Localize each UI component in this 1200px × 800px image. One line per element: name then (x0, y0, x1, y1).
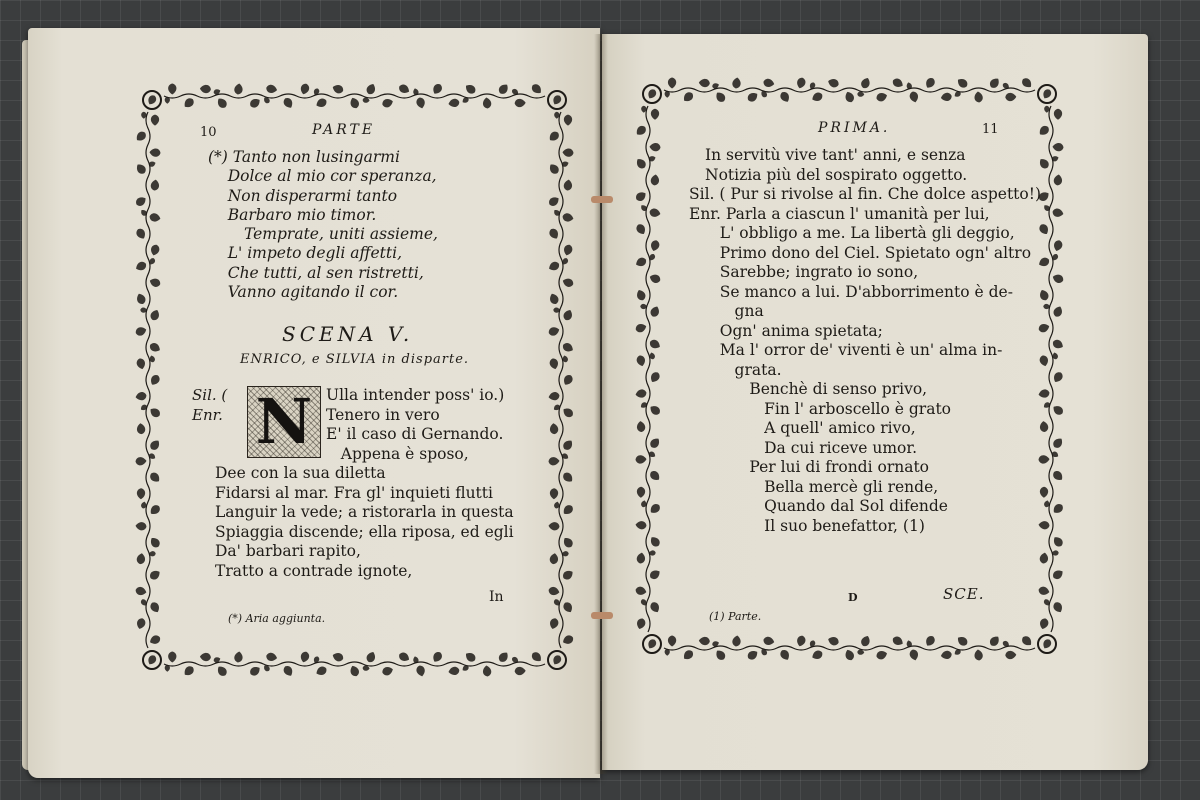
dialogue-line: Sil. ( Pur si rivolse al fin. Che dolce aspetto!) (689, 185, 1042, 203)
catchword: SCE. (943, 585, 985, 603)
dialogue-block (215, 464, 514, 581)
verse-line: Vanno agitando il cor. (208, 283, 399, 302)
dialogue-line: A quell' amico rivo, (705, 419, 916, 437)
dialogue-line: gna (705, 302, 764, 320)
verse-line: (*) Tanto non lusingarmi (208, 148, 400, 166)
dialogue-line: Benchè di senso privo, (705, 380, 928, 398)
signature-mark: D (848, 591, 858, 604)
aria-verse (208, 148, 438, 302)
dialogue-line: Fin l' arboscello è grato (705, 399, 952, 418)
dialogue-line: Languir la vede; a ristorarla in questa (215, 503, 514, 521)
dialogue-line: Se manco a lui. D'abborrimento è de- (705, 282, 1013, 301)
verse-line: Dolce al mio cor speranza, (208, 167, 437, 186)
verse-line: Barbaro mio timor. (208, 205, 377, 224)
dialogue-line: E' il caso di Gernando. (326, 425, 504, 443)
ornamental-drop-cap (247, 386, 321, 458)
dialogue-line: In servitù vive tant' anni, e senza (705, 146, 966, 164)
dialogue-line: Primo dono del Ciel. Spietato ogn' altro (705, 243, 1032, 262)
verse-line: Che tutti, al sen ristretti, (208, 263, 424, 282)
dialogue-line: L' obbligo a me. La libertà gli deggio, (705, 224, 1015, 242)
verse-line: Temprate, uniti assieme, (244, 225, 438, 244)
dialogue-line: Notizia più del sospirato oggetto. (705, 165, 968, 184)
dialogue-line: Ogn' anima spietata; (705, 321, 883, 340)
dialogue-line: Appena è sposo, (326, 444, 469, 463)
dialogue-line: Sarebbe; ingrato io sono, (705, 263, 919, 281)
dialogue-line: Quando dal Sol difende (705, 497, 948, 515)
running-head: PARTE (312, 122, 376, 138)
scene-heading: SCENA V. (282, 322, 414, 346)
dialogue-line: Ulla intender poss' io.) (326, 386, 505, 404)
dialogue-line: Da cui riceve umor. (705, 438, 917, 457)
dialogue-line: Tenero in vero (326, 405, 440, 424)
verse-line: Non disperarmi tanto (208, 186, 398, 205)
footnote: (*) Aria aggiunta. (228, 612, 326, 625)
dialogue-line: Da' barbari rapito, (215, 542, 361, 560)
drop-cap-letter: N (255, 385, 313, 458)
book-gutter (594, 34, 608, 774)
dialogue-line: Dee con la sua diletta (215, 464, 386, 482)
dialogue-line: grata. (705, 360, 782, 379)
dialogue-line: Bella mercè gli rende, (705, 477, 939, 496)
dialogue-line: Spiaggia discende; ella riposa, ed egli (215, 522, 514, 541)
dialogue-line: Ma l' orror de' viventi è un' alma in- (705, 341, 1003, 359)
dialogue-line: Per lui di frondi ornato (705, 458, 930, 476)
dialogue-block (689, 146, 1042, 536)
dialogue-block (326, 386, 504, 464)
page-number: 11 (982, 122, 999, 137)
running-head: PRIMA. (818, 120, 891, 136)
dialogue-line: Enr. Parla a ciascun l' umanità per lui, (689, 204, 990, 223)
speaker-silvia: Sil. ( (192, 386, 228, 404)
catchword: In (489, 589, 504, 605)
page-number: 10 (200, 125, 217, 140)
binding-thread (591, 196, 613, 203)
footnote: (1) Parte. (709, 610, 762, 623)
speaker-labels (192, 386, 227, 425)
verse-line: L' impeto degli affetti, (208, 244, 403, 263)
binding-thread (591, 612, 613, 619)
dialogue-line: Fidarsi al mar. Fra gl' inquieti flutti (215, 483, 493, 502)
scene-cast: ENRICO, e SILVIA in disparte. (240, 352, 470, 367)
speaker-enrico: Enr. (192, 405, 223, 424)
dialogue-line: Tratto a contrade ignote, (215, 561, 413, 580)
dialogue-line: Il suo benefattor, (1) (705, 516, 925, 535)
